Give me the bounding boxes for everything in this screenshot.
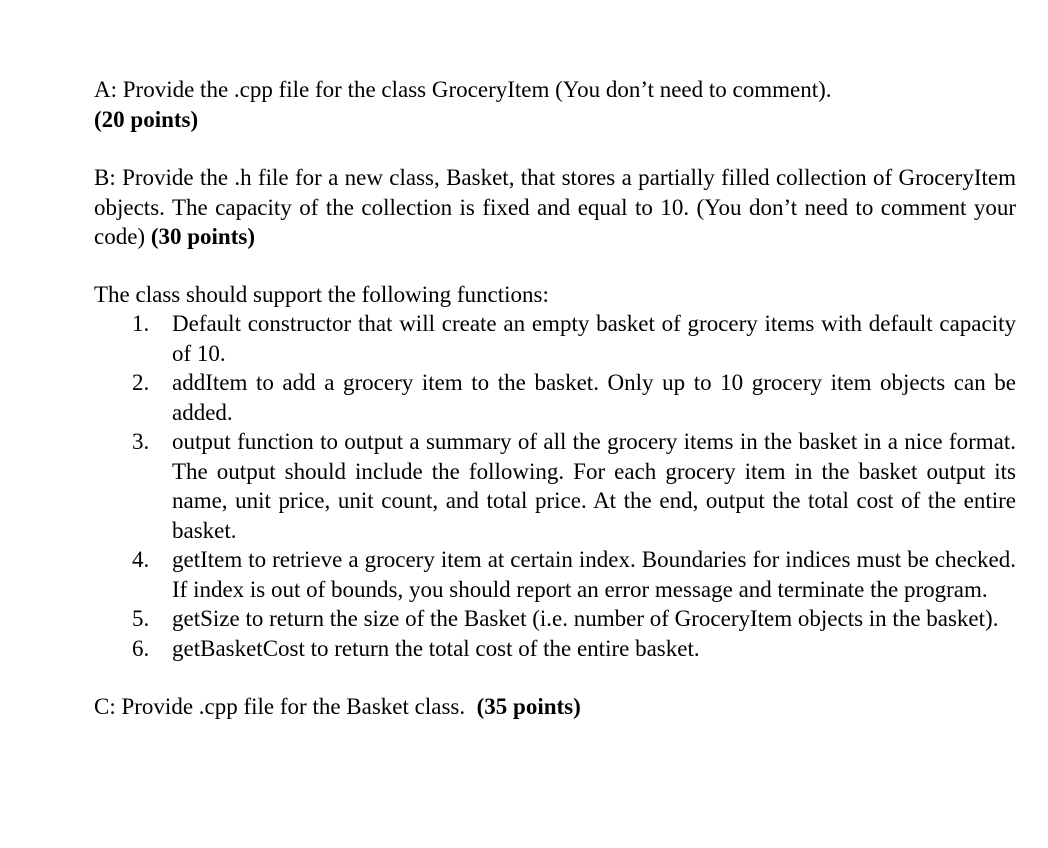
list-item-text: Default constructor that will create an empty basket of grocery items with default capacity of 10. — [172, 311, 1016, 366]
list-item-number: 5. — [132, 606, 150, 631]
list-item — [94, 545, 1016, 604]
list-item-text: output function to output a summary of all the grocery items in the basket in a nice format. The output should include the following. For each grocery item in the basket output its name, unit price, unit count, and total price. At the end, output the total cost of the entire basket. — [172, 429, 1016, 543]
list-item — [94, 604, 1016, 634]
list-item-number: 4. — [132, 547, 150, 572]
list-item-number: 2. — [132, 370, 150, 395]
spacer — [94, 134, 1016, 163]
section-b-text: B: Provide the .h file for a new class, Basket, that stores a partially filled collection of GroceryItem objects. The capacity of the collection is fixed and equal to 10. (You don’t need to comment your code) — [94, 165, 1016, 249]
list-item-number: 3. — [132, 429, 150, 454]
document-page — [94, 75, 1016, 722]
spacer — [94, 252, 1016, 280]
function-list — [94, 309, 1016, 663]
section-c-text: C: Provide .cpp file for the Basket class. — [94, 694, 466, 719]
section-c-points: (35 points) — [476, 694, 581, 719]
list-item-text: addItem to add a grocery item to the basket. Only up to 10 grocery item objects can be added. — [172, 370, 1016, 425]
functions-intro: The class should support the following functions: — [94, 281, 549, 307]
list-item-number: 1. — [132, 311, 150, 336]
list-item — [94, 309, 1016, 368]
spacer — [94, 663, 1016, 692]
section-b-instruction — [94, 163, 1016, 252]
section-b-points: (30 points) — [150, 224, 255, 249]
list-item — [94, 368, 1016, 427]
list-item-text: getBasketCost to return the total cost of the entire basket. — [172, 635, 700, 661]
section-c-instruction — [94, 692, 1016, 722]
list-item — [94, 634, 1016, 664]
list-item-text: getSize to return the size of the Basket (i.e. number of GroceryItem objects in the basket). — [172, 606, 999, 631]
list-item-text: getItem to retrieve a grocery item at certain index. Boundaries for indices must be checked. If index is out of bounds, you should report an error message and terminate the program. — [172, 547, 1016, 602]
list-item-number: 6. — [132, 635, 150, 661]
list-item — [94, 427, 1016, 545]
section-a-instruction: A: Provide the .cpp file for the class GroceryItem (You don’t need to comment). — [94, 77, 832, 102]
section-a-points: (20 points) — [94, 106, 199, 132]
